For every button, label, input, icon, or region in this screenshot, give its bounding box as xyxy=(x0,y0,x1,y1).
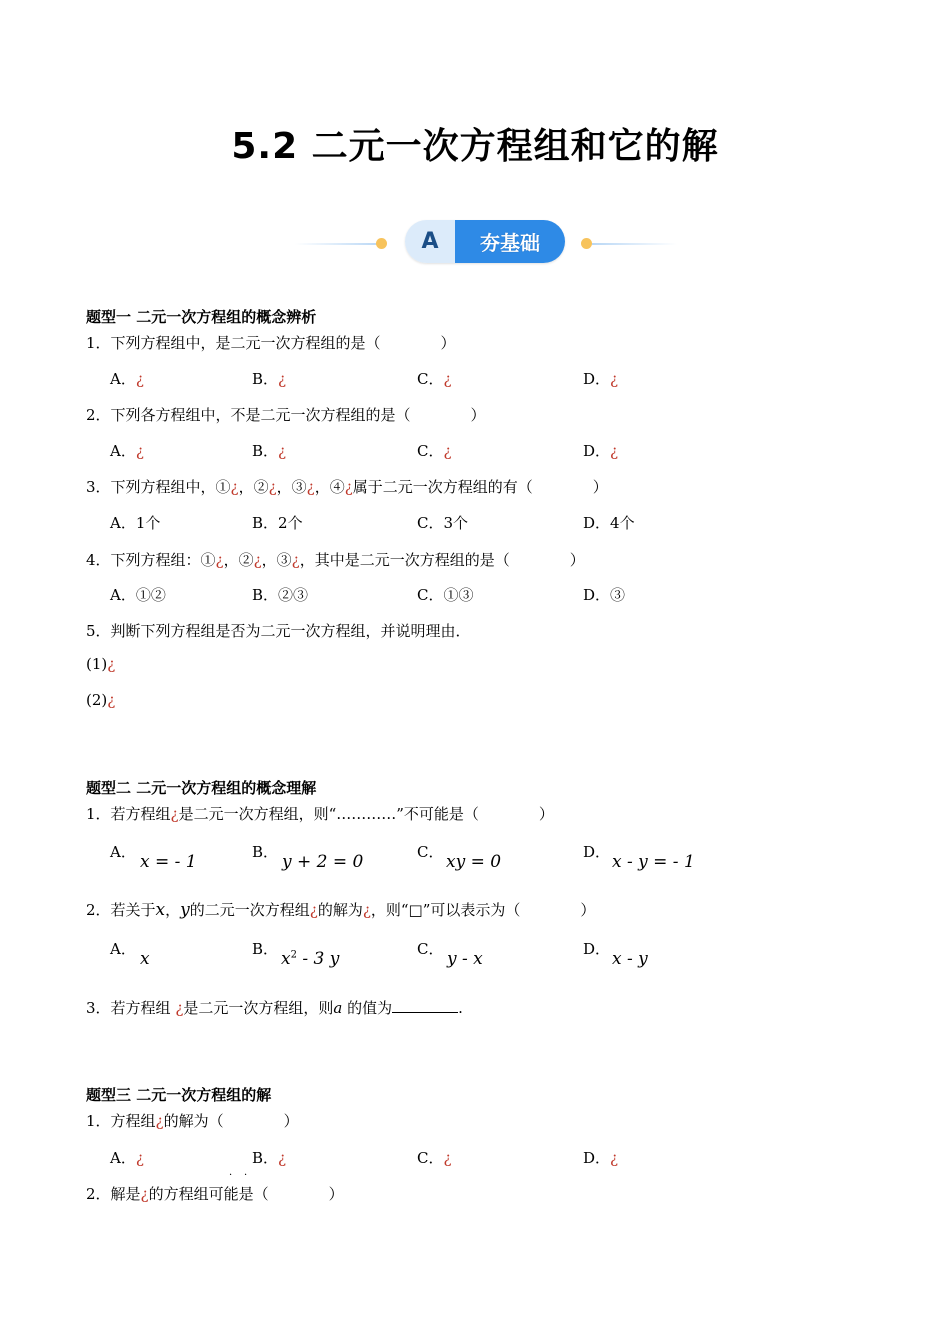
s1-q1-option-c: C．¿ xyxy=(417,370,452,388)
s2-q2-option-d-math: x - y xyxy=(612,949,648,969)
s1-q1-option-a: A．¿ xyxy=(110,370,144,388)
s2-q1-option-c-math: xy = 0 xyxy=(446,852,502,872)
s2-q1-stem: 1．若方程组¿是二元一次方程组，则“…………”不可能是（ ） xyxy=(86,805,554,823)
s1-q1-option-d: D．¿ xyxy=(583,370,619,388)
s1-q2-option-a: A．¿ xyxy=(110,442,144,460)
s1-q4-option-a: A．①② xyxy=(110,586,166,604)
banner-right-line xyxy=(592,243,677,245)
page-title: 5.2 二元一次方程组和它的解 xyxy=(231,126,719,167)
s2-q2-option-a-math: x xyxy=(140,949,150,969)
section-heading-1: 题型一 二元一次方程组的概念辨析 xyxy=(86,308,317,326)
s3-q1-option-a: A．¿ xyxy=(110,1149,144,1167)
s2-q2-option-d-label: D． xyxy=(583,940,611,958)
s1-q5-stem: 5．判断下列方程组是否为二元一次方程组，并说明理由． xyxy=(86,622,471,640)
s3-q2-stem: 2．解是¿的方程组可能是（ ） xyxy=(86,1185,344,1203)
banner-left-dot xyxy=(376,238,387,249)
s2-q1-option-a-label: A． xyxy=(110,843,136,861)
banner-left-line xyxy=(295,243,380,245)
section-heading-2: 题型二 二元一次方程组的概念理解 xyxy=(86,779,317,797)
s1-q2-option-d: D．¿ xyxy=(583,442,619,460)
emphasis-dot: · xyxy=(244,1170,248,1181)
s1-q3-stem: 3．下列方程组中，①¿，②¿，③¿，④¿属于二元一次方程组的有（ ） xyxy=(86,478,608,496)
s1-q2-option-b: B．¿ xyxy=(252,442,287,460)
s2-q2-stem: 2．若关于x，y的二元一次方程组¿的解为¿，则“□”可以表示为（ ） xyxy=(86,900,596,920)
s3-q1-option-b: B．¿ xyxy=(252,1149,287,1167)
s1-q4-option-b: B．②③ xyxy=(252,586,309,604)
badge-label: 夯基础 xyxy=(455,220,565,263)
s2-q1-option-a-math: x = - 1 xyxy=(140,852,197,872)
s1-q4-option-c: C．①③ xyxy=(417,586,474,604)
s1-q4-option-d: D．③ xyxy=(583,586,626,604)
s1-q2-stem: 2．下列各方程组中，不是二元一次方程组的是（ ） xyxy=(86,406,486,424)
section-badge xyxy=(405,220,565,263)
s1-q1-option-b: B．¿ xyxy=(252,370,287,388)
s1-q3-option-a: A．1个 xyxy=(110,514,161,532)
badge-letter: A xyxy=(405,220,455,263)
s3-q1-stem: 1．方程组¿的解为（ ） xyxy=(86,1112,299,1130)
s2-q1-option-c-label: C． xyxy=(417,843,444,861)
s3-q1-option-c: C．¿ xyxy=(417,1149,452,1167)
s2-q2-option-c-math: y - x xyxy=(447,949,483,969)
s2-q1-option-d-label: D． xyxy=(583,843,611,861)
s2-q2-option-b-math: $x^2 - 3$ y xyxy=(281,949,340,969)
s1-q3-option-b: B．2个 xyxy=(252,514,303,532)
s1-q2-option-c: C．¿ xyxy=(417,442,452,460)
banner-right-dot xyxy=(581,238,592,249)
s1-q3-option-d: D．4个 xyxy=(583,514,635,532)
s1-q1-stem: 1．下列方程组中，是二元一次方程组的是（ ） xyxy=(86,334,456,352)
s1-q5-part-2: (2)¿ xyxy=(86,691,116,709)
s2-q1-option-b-label: B． xyxy=(252,843,279,861)
s2-q2-option-a-label: A． xyxy=(110,940,136,958)
s2-q2-option-c-label: C． xyxy=(417,940,444,958)
section-heading-3: 题型三 二元一次方程组的解 xyxy=(86,1086,272,1104)
s1-q4-stem: 4．下列方程组：①¿，②¿，③¿，其中是二元一次方程组的是（ ） xyxy=(86,551,585,569)
s3-q1-option-d: D．¿ xyxy=(583,1149,619,1167)
s2-q3-stem: 3．若方程组 ¿是二元一次方程组，则a 的值为 . xyxy=(86,999,463,1017)
s2-q2-option-b-label: B． xyxy=(252,940,279,958)
emphasis-dot: · xyxy=(229,1170,233,1181)
answer-blank[interactable] xyxy=(392,1000,458,1013)
s2-q1-option-d-math: x - y = - 1 xyxy=(612,852,695,872)
s1-q5-part-1: (1)¿ xyxy=(86,655,116,673)
s1-q3-option-c: C．3个 xyxy=(417,514,469,532)
s2-q1-option-b-math: y + 2 = 0 xyxy=(282,852,364,872)
